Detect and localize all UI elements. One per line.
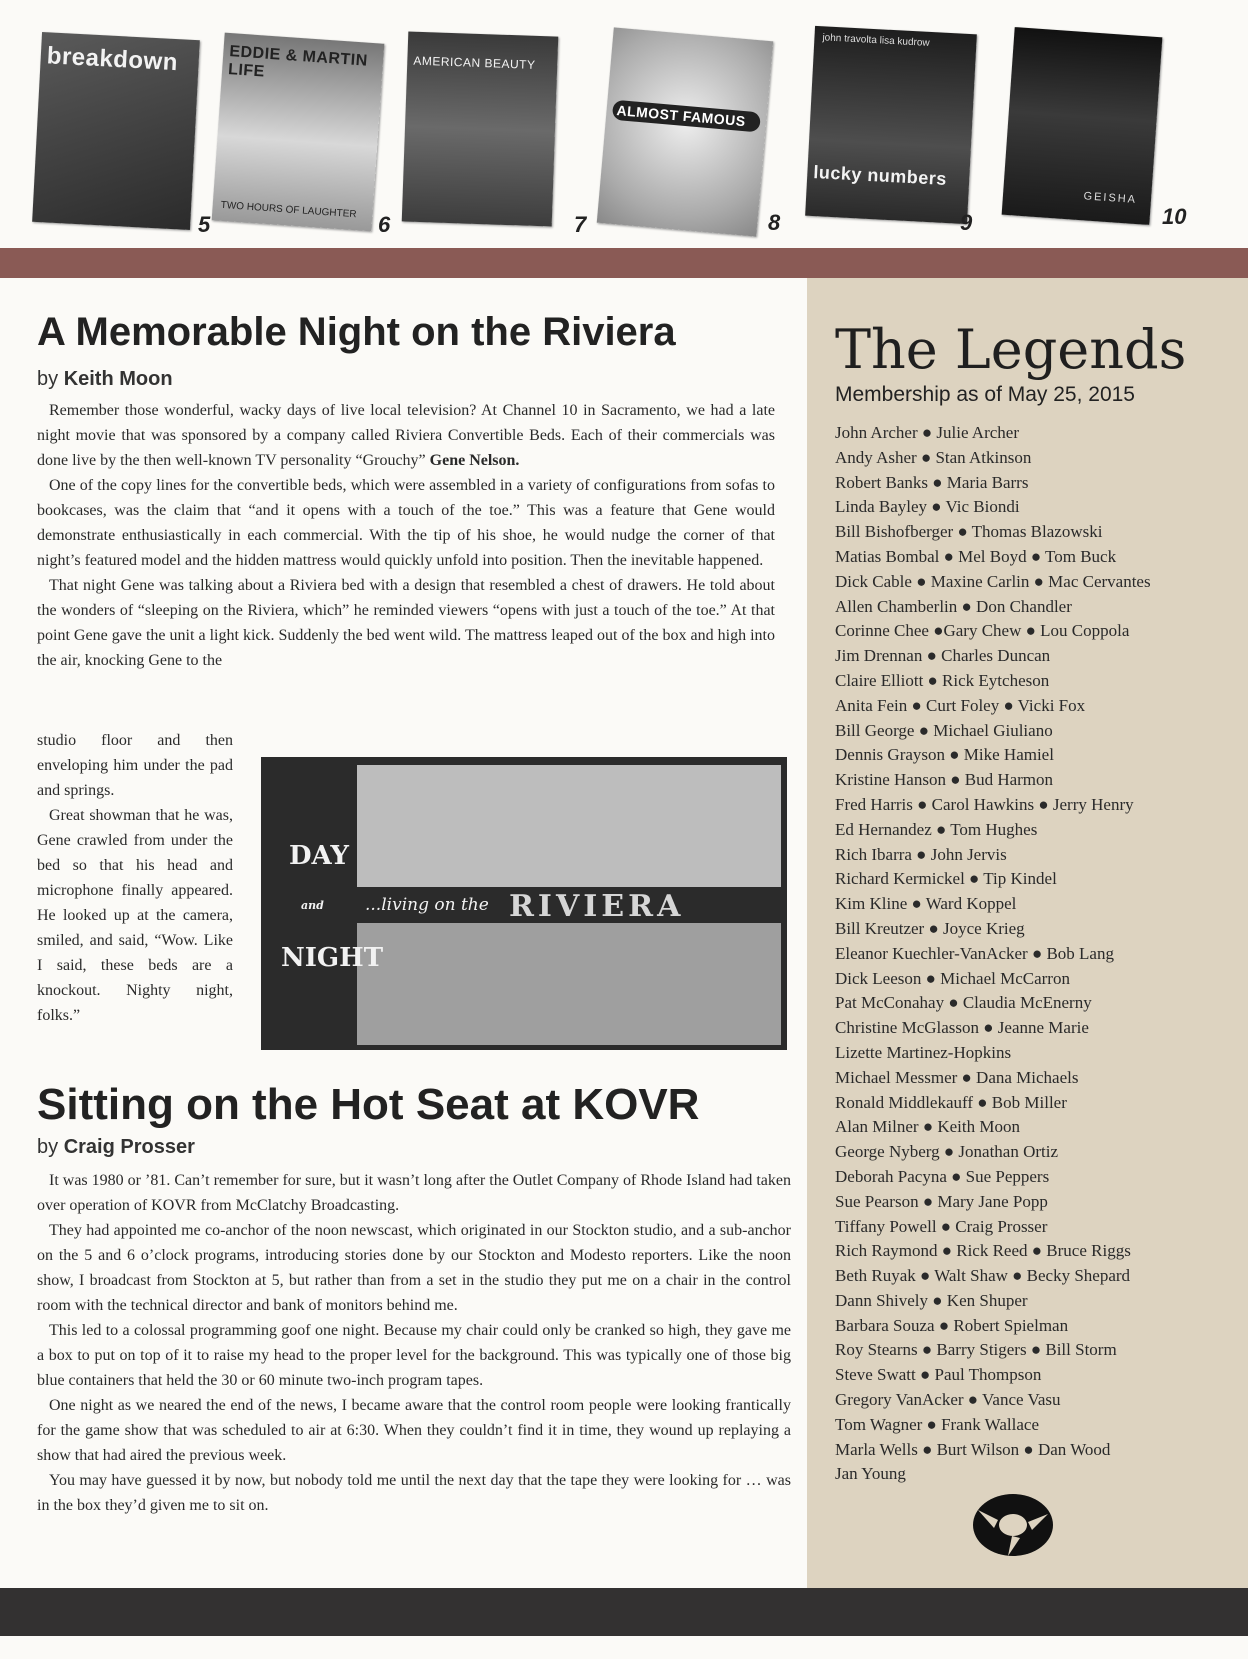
legends-member-line: Lizette Martinez-Hopkins: [835, 1042, 1012, 1062]
dvd-cover-almost-famous: [597, 27, 773, 236]
byline-prefix: by: [37, 368, 64, 390]
legends-member-line: Claire Elliott ● Rick Eytcheson: [835, 670, 1050, 690]
dvd-title: lucky numbers: [812, 162, 948, 189]
article2-paragraph: You may have guessed it by now, but nobody told me until the next day that the tape they were looking for … was in the box they’d given me to sit on.: [37, 1472, 791, 1514]
legends-member-line: Dick Cable ● Maxine Carlin ● Mac Cervantes: [835, 571, 1151, 591]
ad-night: NIGHT: [281, 943, 384, 973]
riviera-ad-image: [261, 757, 787, 1050]
legends-member-line: Linda Bayley ● Vic Biondi: [835, 497, 1020, 517]
dvd-number: 8: [768, 210, 781, 235]
legends-member-line: Anita Fein ● Curt Foley ● Vicki Fox: [835, 695, 1086, 715]
legends-member-line: Bill George ● Michael Giuliano: [835, 720, 1053, 740]
ad-day: DAY: [289, 841, 349, 871]
article1-title: A Memorable Night on the Riviera: [37, 310, 676, 354]
header-band: [0, 248, 1248, 278]
legends-member-line: Tom Wagner ● Frank Wallace: [835, 1414, 1039, 1434]
article2-title: Sitting on the Hot Seat at KOVR: [37, 1080, 700, 1129]
legends-member-line: Dennis Grayson ● Mike Hamiel: [835, 745, 1054, 765]
dvd-title: AMERICAN BEAUTY: [413, 53, 536, 72]
ad-bedroom: [357, 913, 781, 1045]
article1-paragraph: That night Gene was talking about a Riviera bed with a design that resembled a chest of drawers. He told about the wonders of “sleeping on the Riviera, which” he reminded viewers “opens with just a touch of the toe.” At that point Gene gave the unit a light kick. Suddenly the bed went wild. The mattress leaped out of the box and high into the air, knocking Gene to the: [37, 577, 775, 669]
legends-member-line: George Nyberg ● Jonathan Ortiz: [835, 1142, 1059, 1162]
legends-member-line: Dick Leeson ● Michael McCarron: [835, 968, 1070, 988]
article1-byline: [37, 368, 173, 391]
ad-brand: RIVIERA: [509, 889, 685, 924]
article1-body: [37, 398, 775, 673]
ad-living-room: [357, 765, 781, 897]
legends-member-line: Michael Messmer ● Dana Michaels: [835, 1067, 1079, 1087]
dvd-cover-american-beauty: [402, 31, 559, 226]
article2-author: Craig Prosser: [63, 1136, 195, 1158]
legends-member-line: Robert Banks ● Maria Barrs: [835, 472, 1029, 492]
ad-and: and: [301, 899, 324, 912]
article1-paragraph: studio floor and then enveloping him under the pad and springs.: [37, 732, 233, 799]
article1-paragraph: One of the copy lines for the convertible beds, which were assembled in a variety of configurations from sofas to bookcases, was the claim that “and it opens with a touch of the toe.” This was a feature that Gene would demonstrate enthusiastically in each commercial. With the tip of his shoe, he would nudge the corner of that night’s featured model and the hidden mattress would quickly unfold into position. Then the inevitable happened.: [37, 477, 775, 569]
legends-member-line: Jim Drennan ● Charles Duncan: [835, 646, 1051, 666]
legends-member-line: Bill Bishofberger ● Thomas Blazowski: [835, 522, 1103, 542]
article1-paragraph: Great showman that he was, Gene crawled from under the bed so that his head and microphone finally appeared. He looked up at the camera, smiled, and said, “Wow. Like I said, these beds are a knockout. Nighty night, folks.”: [37, 807, 233, 1024]
legends-member-line: Pat McConahay ● Claudia McEnerny: [835, 993, 1092, 1013]
legends-member-line: Fred Harris ● Carol Hawkins ● Jerry Henry: [835, 794, 1134, 814]
dvd-cover-geisha: [1002, 27, 1163, 225]
footer-band: [0, 1588, 1248, 1636]
legends-member-line: Allen Chamberlin ● Don Chandler: [835, 596, 1072, 616]
dvd-cover-strip: [0, 0, 1248, 250]
legends-member-line: Marla Wells ● Burt Wilson ● Dan Wood: [835, 1439, 1111, 1459]
dvd-cover-life: [212, 33, 385, 232]
dvd-cover-breakdown: [32, 32, 200, 230]
legends-member-line: Richard Kermickel ● Tip Kindel: [835, 869, 1057, 889]
legends-member-line: Dann Shively ● Ken Shuper: [835, 1290, 1028, 1310]
legends-member-line: Ronald Middlekauff ● Bob Miller: [835, 1092, 1067, 1112]
legends-member-line: Beth Ruyak ● Walt Shaw ● Becky Shepard: [835, 1266, 1131, 1286]
gene-nelson-name: Gene Nelson.: [429, 452, 520, 469]
legends-member-line: Rich Raymond ● Rick Reed ● Bruce Riggs: [835, 1241, 1131, 1261]
legends-member-line: Kristine Hanson ● Bud Harmon: [835, 770, 1054, 790]
legends-member-line: Tiffany Powell ● Craig Prosser: [835, 1216, 1048, 1236]
legends-member-line: Eleanor Kuechler-VanAcker ● Bob Lang: [835, 943, 1114, 963]
legends-member-line: Jan Young: [835, 1464, 906, 1484]
byline-prefix: by: [37, 1136, 64, 1158]
legends-member-line: Bill Kreutzer ● Joyce Krieg: [835, 918, 1025, 938]
legends-member-line: John Archer ● Julie Archer: [835, 423, 1019, 442]
legends-member-line: Alan Milner ● Keith Moon: [835, 1117, 1020, 1137]
dvd-subtitle: TWO HOURS OF LAUGHTER: [220, 199, 357, 221]
dvd-number: 5: [198, 212, 211, 237]
paragraph-text: Remember those wonderful, wacky days of live local television? At Channel 10 in Sacramento, we had a late night movie that was sponsored by a company called Riviera Convertible Beds. Each of their commercials was done live by the then well-known TV personality “Grouchy”: [37, 402, 775, 469]
article2-paragraph: One night as we neared the end of the news, I became aware that the control room people were looking frantically for the game show that was scheduled to air at 6:30. When they couldn’t find it in time, they wound up replaying a show that had aired the previous week.: [37, 1397, 791, 1464]
article2-paragraph: This led to a colossal programming goof one night. Because my chair could only be cranked so high, they gave me a box to put on top of it to raise my head to the proper level for the background. This was typically one of those big blue containers that held the 30 or 60 minute two-inch program tapes.: [37, 1322, 791, 1389]
dvd-credits: john travolta lisa kudrow: [822, 32, 930, 49]
article1-author: Keith Moon: [63, 368, 173, 390]
record-adapter-logo-icon: [968, 1490, 1058, 1560]
legends-subtitle: Membership as of May 25, 2015: [835, 383, 1135, 406]
legends-member-line: Gregory VanAcker ● Vance Vasu: [835, 1390, 1061, 1410]
dvd-cover-lucky-numbers: [805, 26, 977, 224]
dvd-number: 10: [1162, 204, 1187, 229]
dvd-number: 7: [574, 212, 587, 237]
legends-member-line: Matias Bombal ● Mel Boyd ● Tom Buck: [835, 546, 1117, 566]
article2-paragraph: It was 1980 or ’81. Can’t remember for sure, but it wasn’t long after the Outlet Company of Rhode Island had taken over operation of KOVR from McClatchy Broadcasting.: [37, 1172, 791, 1214]
article2-byline: [37, 1136, 195, 1159]
dvd-number: 6: [378, 212, 391, 237]
dvd-title: GEISHA: [1083, 190, 1138, 207]
legends-member-line: Ed Hernandez ● Tom Hughes: [835, 819, 1038, 839]
legends-member-line: Christine McGlasson ● Jeanne Marie: [835, 1018, 1089, 1038]
legends-member-line: Andy Asher ● Stan Atkinson: [835, 447, 1032, 467]
legends-member-line: Barbara Souza ● Robert Spielman: [835, 1315, 1069, 1335]
legends-member-line: Kim Kline ● Ward Koppel: [835, 894, 1017, 914]
legends-title: The Legends: [835, 318, 1187, 381]
dvd-title: ALMOST FAMOUS: [612, 100, 761, 133]
legends-member-line: Roy Stearns ● Barry Stigers ● Bill Storm: [835, 1340, 1117, 1360]
ad-tagline: ...living on the: [365, 895, 489, 915]
legends-member-list: [835, 421, 1175, 1487]
article1-wrapped-text: [37, 728, 233, 1028]
article2-paragraph: They had appointed me co-anchor of the noon newscast, which originated in our Stockton studio, and a sub-anchor on the 5 and 6 o’clock programs, introducing stories done by our Stockton and Modesto reporters. Like the noon show, I broadcast from Stockton at 5, but rather than from a set in the studio they put me on a chair in the control room with the technical director and bank of monitors behind me.: [37, 1222, 791, 1314]
legends-member-line: Steve Swatt ● Paul Thompson: [835, 1365, 1042, 1385]
article2-body: [37, 1168, 791, 1518]
dvd-title: breakdown: [46, 42, 179, 77]
legends-member-line: Corinne Chee ●Gary Chew ● Lou Coppola: [835, 621, 1130, 641]
legends-member-line: Sue Pearson ● Mary Jane Popp: [835, 1191, 1048, 1211]
legends-member-line: Deborah Pacyna ● Sue Peppers: [835, 1166, 1050, 1186]
dvd-number: 9: [960, 210, 973, 235]
legends-member-line: Rich Ibarra ● John Jervis: [835, 844, 1007, 864]
article1-paragraph: [37, 398, 775, 473]
dvd-title: EDDIE & MARTIN LIFE: [227, 43, 369, 81]
